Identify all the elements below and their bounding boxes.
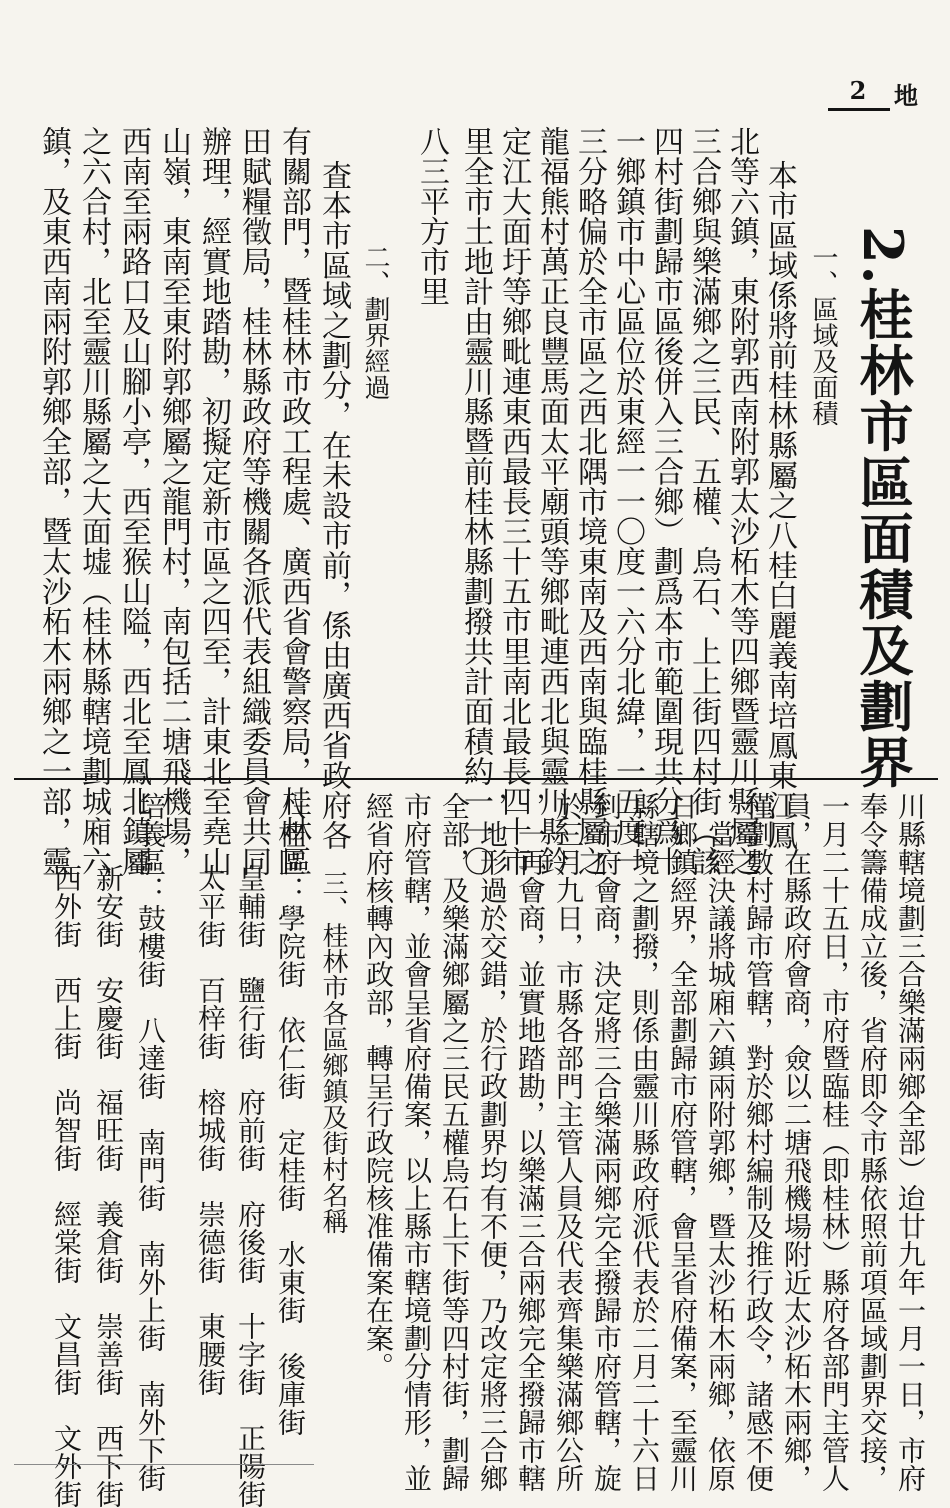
paragraph-line: 全部，及樂滿鄉屬之三民五權烏石上下街等四村街，劃歸 xyxy=(438,792,471,1492)
paragraph-line: 四村街劃歸市區後併入三合鄉）劃爲本市範圍現共分爲十 xyxy=(648,126,683,876)
paragraph-line: 査本市區域之劃分，在未設市前，係由廣西省政府各 xyxy=(316,160,351,850)
paragraph-line: 西南至兩路口及山腳小亭，西至猴山隘，西北至鳳北鎮屬 xyxy=(116,126,151,876)
paragraph-line: 經省府核轉內政部，轉呈行政院核准備案在案。 xyxy=(362,792,395,1380)
paragraph-line: 本市區域係將前桂林縣屬之八桂白麗義南培鳳東江鳳 xyxy=(762,160,797,850)
section-heading-2: 二、劃界經過 xyxy=(360,244,390,400)
paragraph-line: 鎮，及東西南兩附郭鄉全部，暨太沙柘木兩鄉之一部，靈 xyxy=(36,126,71,876)
paragraph-line: 縣轄境之劃撥，則係由靈川縣政府派代表於二月二十六日 xyxy=(628,792,661,1492)
paragraph-line: 山嶺，東南至東附郭鄉屬之龍門村，南包括二塘飛機場， xyxy=(156,126,191,876)
paragraph-line: 僅劃數村歸市管轄，對於鄉村編制及推行政令，諸感不便 xyxy=(742,792,775,1492)
paragraph-line: 一月二十五日，市府暨臨桂（即桂林）縣府各部門主管人 xyxy=(818,792,851,1492)
paragraph-line: 有關部門，暨桂林市政工程處、廣西省會警察局，桂林區 xyxy=(276,126,311,876)
paragraph-line: 三分略偏於全市區之西北隅市境東南及西南與臨桂縣屬之 xyxy=(572,126,607,876)
section-heading-3: 三、桂林市各區鄉鎮及街村名稱 xyxy=(318,870,348,1234)
paragraph-line: 龍福熊村萬正良豐馬面太平廟頭等鄉毗連西北與靈川縣鈴 xyxy=(534,126,569,876)
street-list-line: 八桂區：學院街 依仁街 定桂街 水東街 後庫街 xyxy=(274,792,307,1436)
street-list-line: 皇輔街 鹽行街 府前街 府後街 十字街 正陽街 xyxy=(234,864,267,1508)
street-list-line: 新安街 安慶街 福旺街 義倉街 崇善街 西下街 xyxy=(92,864,125,1508)
paragraph-line: 八三平方市里 xyxy=(414,126,449,306)
paragraph-line: 三合鄉與樂滿鄉之三民、五權、烏石、上上街四村街（該 xyxy=(686,126,721,876)
paragraph-line: 定江大面圩等鄉毗連東西最長三十五市里南北最長四十市 xyxy=(496,126,531,876)
street-list-line: 西外街 西上街 尚智街 經棠街 文昌街 文外街 xyxy=(50,864,83,1508)
paragraph-line: 北等六鎮，東附郭西南附郭太沙柘木等四鄉暨靈川縣屬之 xyxy=(724,126,759,876)
page-number: 2 xyxy=(849,76,867,105)
paragraph-line: ，當經決議將城廂六鎮兩附郭鄉，暨太沙柘木兩鄉，依原 xyxy=(704,792,737,1492)
paragraph-line: 一鄉鎮市中心區位於東經一一〇度一六分北緯，一五度一 xyxy=(610,126,645,876)
paragraph-line: 之六合村，北至靈川縣屬之大面墟（桂林縣轄境劃城廂六 xyxy=(76,126,111,876)
bottom-edge-rule xyxy=(14,1464,314,1465)
street-list-line: 太平街 百梓街 榕城街 崇德街 東腰街 xyxy=(194,864,227,1396)
paragraph-line: 川縣轄境劃三合樂滿兩鄉全部）迨廿九年一月一日，市府 xyxy=(894,792,927,1492)
paragraph-line: 到市府會商，決定將三合樂滿兩鄉完全撥歸市府管轄，旋 xyxy=(590,792,623,1492)
paragraph-line: 市府管轄，並會呈省府備案，以上縣市轄境劃分情形，並 xyxy=(400,792,433,1492)
paragraph-line: 奉令籌備成立後，省府即令市縣依照前項區域劃界交接， xyxy=(856,792,889,1492)
paragraph-line: ，一再會商，並實地踏勘，以樂滿三合兩鄉完全撥歸市轄 xyxy=(514,792,547,1492)
paragraph-line: 員，在縣政府會商，僉以二塘飛機場附近太沙柘木兩鄉， xyxy=(780,792,813,1492)
paragraph-line: ，地形過於交錯，於行政劃界均有不便，乃改定將三合鄉 xyxy=(476,792,509,1492)
paragraph-line: 日鄉鎮經界，全部劃歸市府管轄，會呈省府備案，至靈川 xyxy=(666,792,699,1492)
section-divider xyxy=(14,778,938,780)
paragraph-line: 辦理，經實地踏勘，初擬定新市區之四至，計東北至堯山 xyxy=(196,126,231,876)
paragraph-line: 田賦糧徵局，桂林縣政府等機關各派代表組織委員會共同 xyxy=(236,126,271,876)
running-head: 地 xyxy=(894,81,918,110)
section-heading-1: 一、區域及面積 xyxy=(808,244,838,426)
street-list-line: 培義區：鼓樓街 八達街 南門街 南外上街 南外下街 xyxy=(134,792,167,1492)
page-number-underline xyxy=(828,108,890,111)
article-title: 2.桂林市區面積及劃界 xyxy=(851,226,915,791)
paragraph-line: 里全市土地計由靈川縣暨前桂林縣劃撥共計面積約一一〇 xyxy=(458,126,493,876)
paragraph-line: 於三月九日，市縣各部門主管人員及代表齊集樂滿鄉公所 xyxy=(552,792,585,1492)
